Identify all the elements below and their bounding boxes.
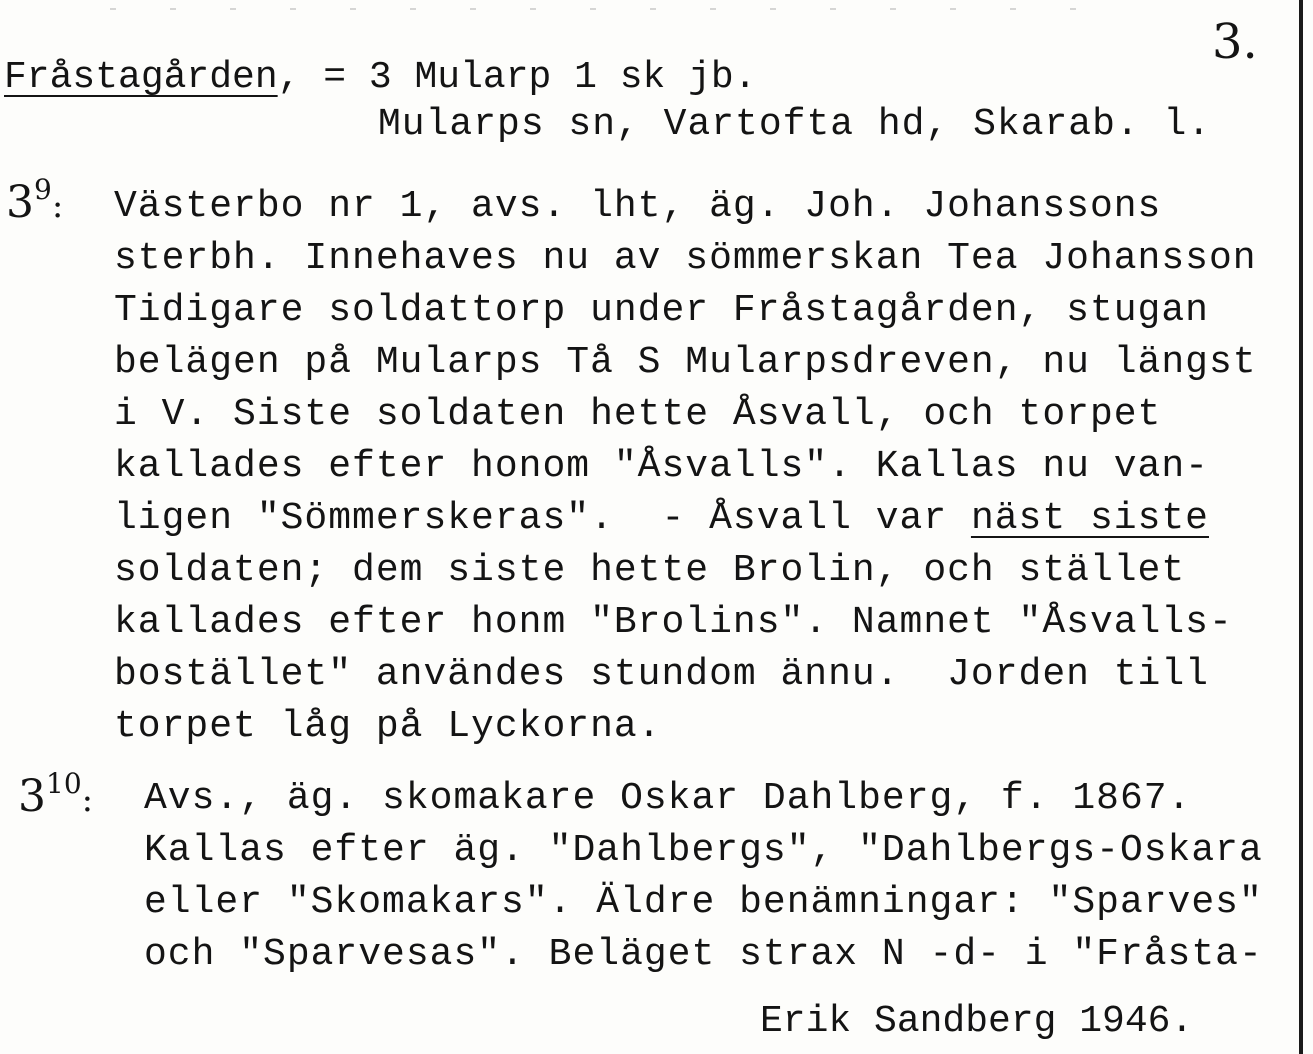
marker-separator: : — [51, 186, 64, 226]
marker-number: 3 — [6, 177, 34, 228]
marker-superscript: 10 — [46, 767, 82, 800]
underlined-phrase: näst siste — [970, 497, 1209, 540]
page-number: 3. — [1212, 14, 1258, 70]
entry-line-text: ligen "Sömmerskeras". - Åsvall var — [114, 497, 971, 540]
entry-line: Västerbo nr 1, avs. lht, äg. Joh. Johanssons — [114, 185, 1162, 228]
signature: Erik Sandberg 1946. — [760, 1000, 1194, 1043]
entry-line: kallades efter honom "Åsvalls". Kallas nu van- — [114, 445, 1209, 488]
entry-line: Tidigare soldattorp under Fråstagården, stugan — [114, 289, 1209, 332]
entry-line: kallades efter honm "Brolins". Namnet "Åsvalls- — [114, 601, 1233, 644]
scan-specks — [110, 8, 1110, 10]
title-rest: , = 3 Mularp 1 sk jb. — [277, 56, 757, 99]
card-right-edge — [1299, 0, 1303, 1054]
entry-line: belägen på Mularps Tå S Mularpsdreven, nu längst — [114, 341, 1257, 384]
entry-line: torpet låg på Lyckorna. — [114, 705, 662, 748]
title-name: Fråstagården — [4, 56, 278, 99]
entry-line: eller "Skomakars". Äldre benämningar: "Sparves" — [144, 881, 1263, 924]
entry-line: bostället" användes stundom ännu. Jorden till — [114, 653, 1209, 696]
entry-line: Kallas efter äg. "Dahlbergs", "Dahlbergs-Oskara — [144, 829, 1263, 872]
entry-line: och "Sparvesas". Beläget strax N -d- i "Fråsta- — [144, 933, 1263, 976]
entry-line: sterbh. Innehaves nu av sömmerskan Tea Johansson — [114, 237, 1257, 280]
entry-line: i V. Siste soldaten hette Åsvall, och torpet — [114, 393, 1162, 436]
entry-marker — [18, 767, 94, 822]
entry-marker — [6, 173, 64, 228]
entry-line: soldaten; dem siste hette Brolin, och stället — [114, 549, 1186, 592]
entry-line: Avs., äg. skomakare Oskar Dahlberg, f. 1867. — [144, 777, 1192, 820]
marker-superscript: 9 — [34, 173, 52, 206]
marker-number: 3 — [18, 771, 46, 822]
entry-line — [114, 497, 1209, 540]
marker-separator: : — [81, 780, 94, 820]
document-title — [4, 56, 757, 99]
location-line: Mularps sn, Vartofta hd, Skarab. l. — [378, 103, 1212, 146]
